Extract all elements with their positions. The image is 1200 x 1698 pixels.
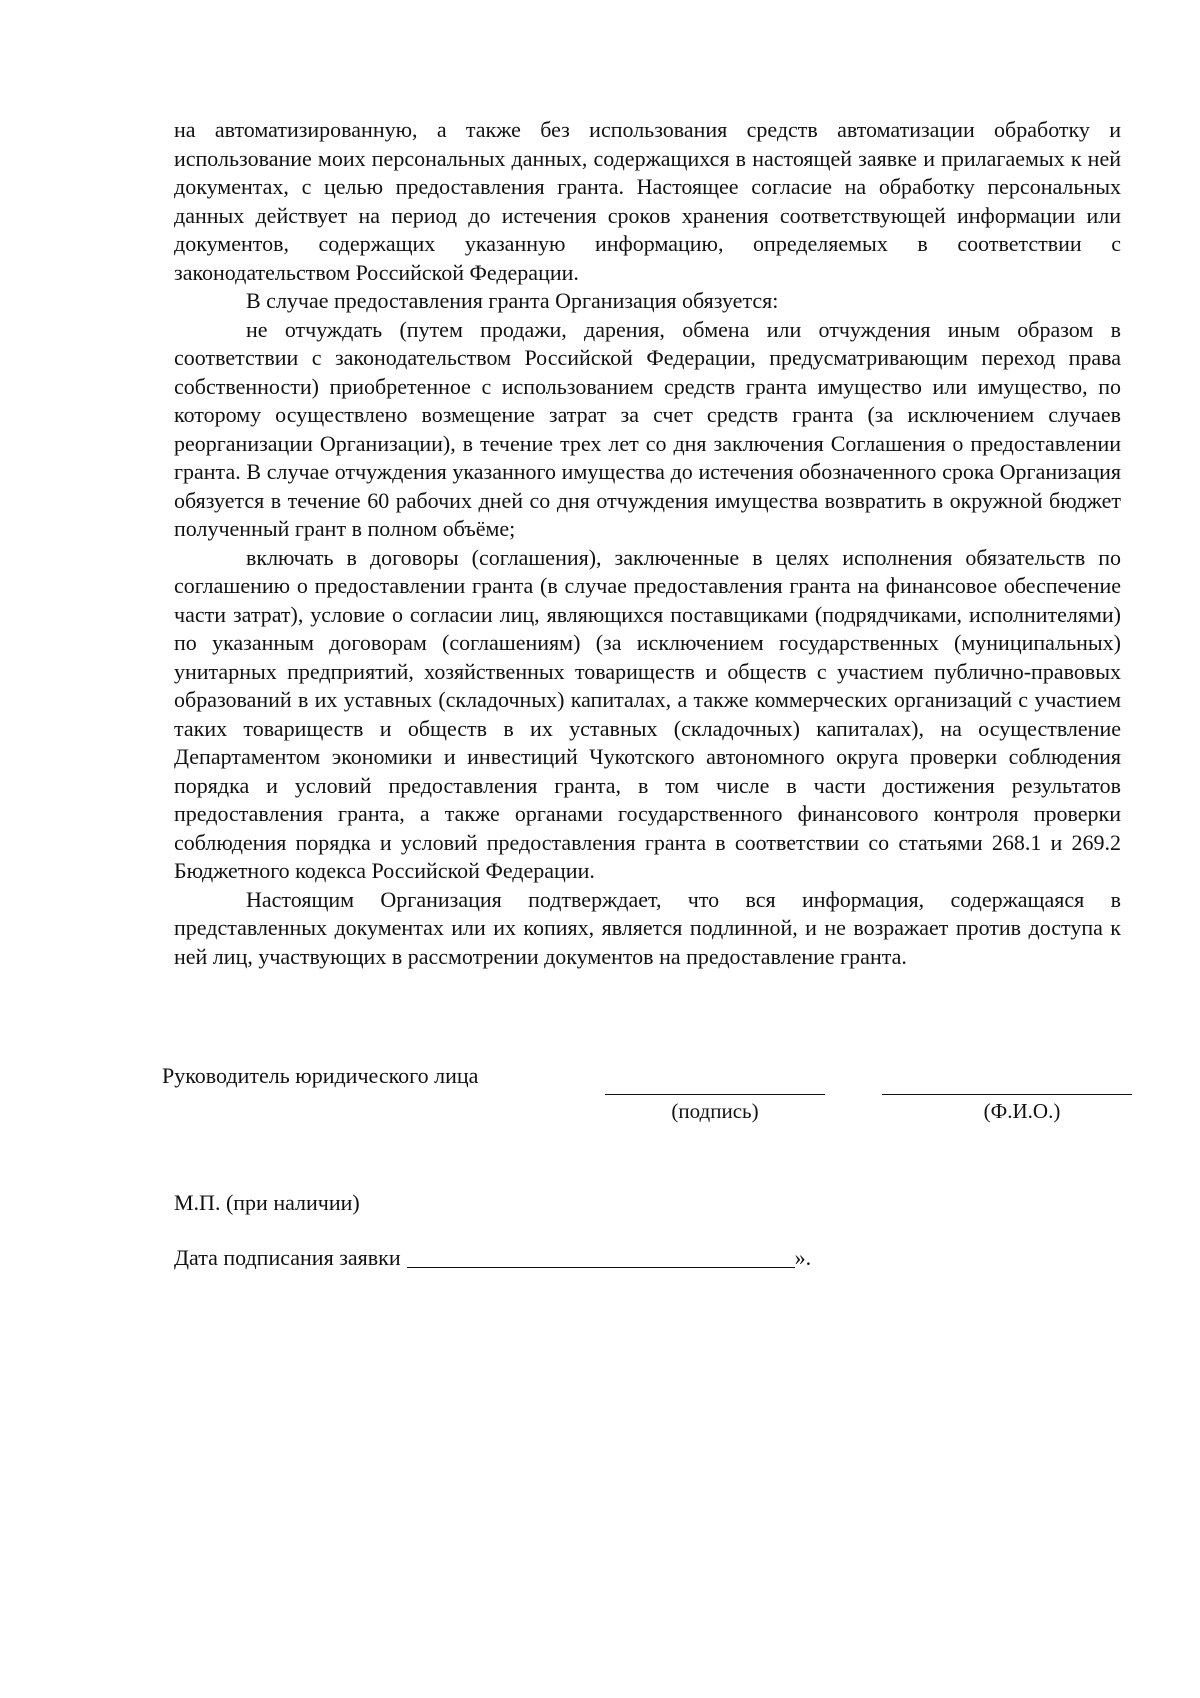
signing-date-label: Дата подписания заявки (174, 1245, 401, 1270)
signing-date-blank (407, 1245, 795, 1268)
fio-line (882, 1094, 1132, 1095)
signature-line (605, 1094, 825, 1095)
fio-caption: (Ф.И.О.) (983, 1099, 1061, 1123)
document-body (174, 116, 1121, 971)
paragraph-contract-conditions: включать в договоры (соглашения), заключенные в целях исполнения обязательств по соглашению о предоставлении гранта (в случае предоставления гранта на финансовое обеспечение части затрат), условие о согласии лиц, являющихся поставщиками (подрядчиками, исполнителями) по указанным договорам (соглашениям) (за исключением государственных (муниципальных) унитарных предприятий, хозяйственных товариществ и обществ с участием публично-правовых образований в их уставных (складочных) капиталах, а также коммерческих организаций с участием таких товариществ и обществ в их уставных (складочных) капиталах), на осуществление Департаментом экономики и инвестиций Чукотского автономного округа проверки соблюдения порядка и условий предоставления гранта, в том числе в части достижения результатов предоставления гранта, а также органами государственного финансового контроля проверки соблюдения порядка и условий предоставления гранта в соответствии со статьями 268.1 и 269.2 Бюджетного кодекса Российской Федерации. (174, 544, 1121, 883)
paragraph-consent: на автоматизированную, а также без использования средств автоматизации обработку и использование моих персональных данных, содержащихся в настоящей заявке и прилагаемых к ней документах, с целью предоставления гранта. Настоящее согласие на обработку персональных данных действует на период до истечения сроков хранения соответствующей информации или документов, содержащих указанную информацию, определяемых в соответствии с законодательством Российской Федерации. (174, 117, 1121, 285)
paragraph-obligations-intro: В случае предоставления гранта Организация обязуется: (246, 288, 779, 313)
stamp-placeholder: М.П. (при наличии) (174, 1190, 360, 1215)
signature-caption: (подпись) (671, 1099, 759, 1123)
signatory-label: Руководитель юридического лица (162, 1063, 479, 1088)
paragraph-no-alienation: не отчуждать (путем продажи, дарения, обмена или отчуждения иным образом в соответствии с законодательством Российской Федерации, предусматривающим переход права собственности) приобретенное с использованием средств гранта имущество или имущество, по которому осуществлено возмещение затрат за счет средств гранта (за исключением случаев реорганизации Организации), в течение трех лет со дня заключения Соглашения о предоставлении гранта. В случае отчуждения указанного имущества до истечения обозначенного срока Организация обязуется в течение 60 рабочих дней со дня отчуждения имущества возвратить в окружной бюджет полученный грант в полном объёме; (174, 316, 1121, 541)
signing-date-suffix: ». (794, 1245, 812, 1270)
paragraph-confirmation: Настоящим Организация подтверждает, что вся информация, содержащаяся в представленных документах или их копиях, является подлинной, и не возражает против доступа к ней лиц, участвующих в рассмотрении документов на предоставление гранта. (174, 886, 1121, 969)
signing-date-row (174, 1245, 811, 1271)
